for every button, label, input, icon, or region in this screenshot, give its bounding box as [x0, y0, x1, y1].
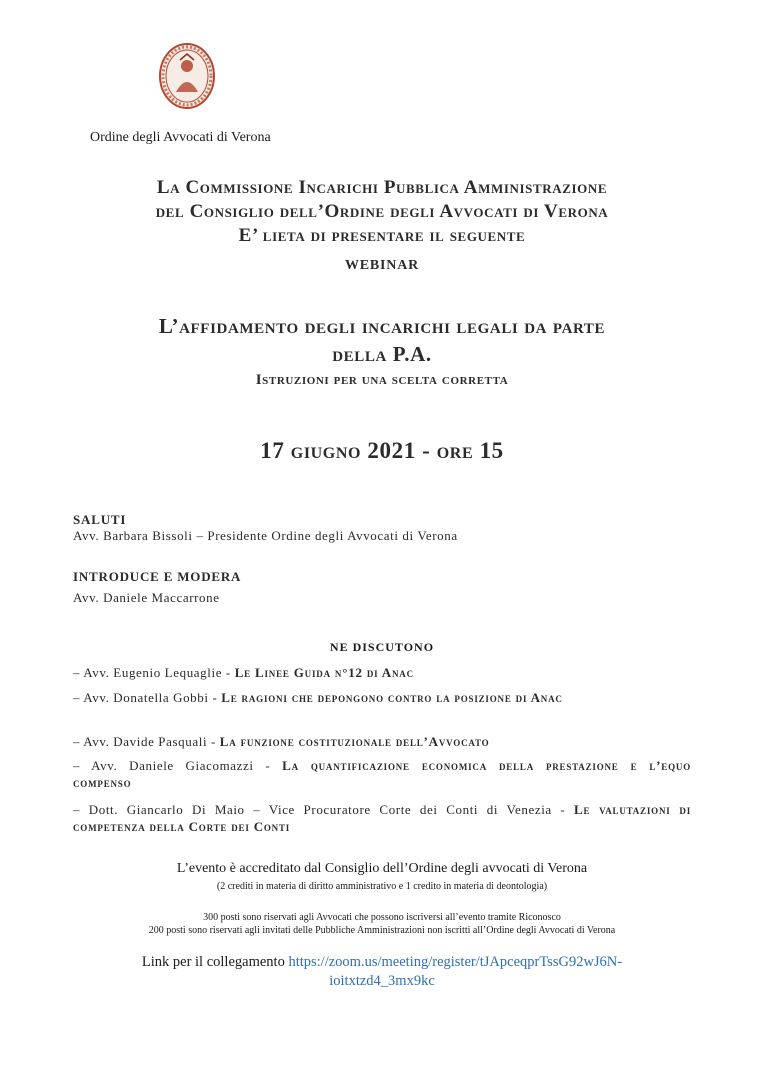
- meeting-link-section: [0, 953, 764, 991]
- speaker-5-name: – Dott. Giancarlo Di Maio – Vice Procuratore Corte dei Conti di Venezia -: [73, 802, 574, 817]
- saluti-text: Avv. Barbara Bissoli – Presidente Ordine degli Avvocati di Verona: [73, 528, 458, 543]
- speaker-5-topic: Le valutazioni di competenza della Corte dei Conti: [73, 802, 691, 834]
- speaker-1: [73, 663, 691, 683]
- modera-text: Avv. Daniele Maccarrone: [73, 590, 220, 605]
- speaker-4: [73, 757, 691, 791]
- event-type: WEBINAR: [344, 258, 420, 273]
- event-datetime: 17 giugno 2021 - ore 15: [260, 438, 504, 463]
- saluti-label: SALUTI: [73, 512, 127, 527]
- speaker-3: [73, 732, 691, 752]
- meeting-link-part-2[interactable]: ioitxtzd4_3mx9kc: [329, 973, 435, 989]
- credits-text: (2 crediti in materia di diritto amministrativo e 1 credito in materia di deontologia): [216, 881, 548, 892]
- speaker-2: [73, 689, 691, 706]
- event-title-line-2: della P.A.: [332, 342, 432, 366]
- speaker-4-name: – Avv. Daniele Giacomazzi -: [73, 758, 283, 773]
- event-subtitle: Istruzioni per una scelta corretta: [255, 372, 509, 388]
- modera-label: INTRODUCE E MODERA: [73, 569, 242, 584]
- accreditation-text: L’evento è accreditato dal Consiglio dell’Ordine degli avvocati di Verona: [176, 861, 588, 876]
- event-title-line-1: L’affidamento degli incarichi legali da parte: [158, 314, 606, 338]
- seats-info: [0, 911, 764, 937]
- seats-line-2: 200 posti sono riservati agli invitati delle Pubbliche Amministrazioni non iscritti all’Ordine degli Avvocati di Verona: [148, 925, 616, 936]
- link-label: Link per il collegamento: [141, 954, 289, 970]
- intro-line-3: E’ lieta di presentare il seguente: [238, 225, 526, 246]
- speaker-4-topic: La quantificazione economica della prestazione e l’equo compenso: [73, 758, 691, 790]
- speaker-3-name: – Avv. Davide Pasquali -: [73, 734, 220, 749]
- speaker-2-name: – Avv. Donatella Gobbi -: [73, 690, 222, 705]
- speaker-3-topic: La funzione costituzionale dell’Avvocato: [219, 734, 490, 749]
- bar-association-seal-icon: [158, 42, 216, 110]
- modera-section: [73, 569, 691, 606]
- intro-line-2: del Consiglio dell’Ordine degli Avvocati di Verona: [155, 201, 609, 222]
- speaker-1-name: – Avv. Eugenio Lequaglie -: [73, 665, 235, 680]
- seats-line-1: 300 posti sono riservati agli Avvocati che possono iscriversi all’evento tramite Riconosco: [203, 912, 561, 923]
- speaker-1-topic: Le Linee Guida n°12 di Anac: [234, 665, 414, 680]
- speaker-5: [73, 801, 691, 835]
- discutono-label: NE DISCUTONO: [329, 640, 435, 654]
- intro-line-1: La Commissione Incarichi Pubblica Amministrazione: [156, 177, 608, 198]
- event-title: [0, 312, 764, 368]
- organization-name: Ordine degli Avvocati di Verona: [90, 130, 271, 145]
- intro-heading: [0, 176, 764, 248]
- meeting-link-part-1[interactable]: https://zoom.us/meeting/register/tJApceqprTssG92wJ6N-: [288, 954, 623, 970]
- saluti-section: [73, 512, 691, 544]
- speaker-2-topic: Le ragioni che depongono contro la posizione di Anac: [221, 690, 563, 705]
